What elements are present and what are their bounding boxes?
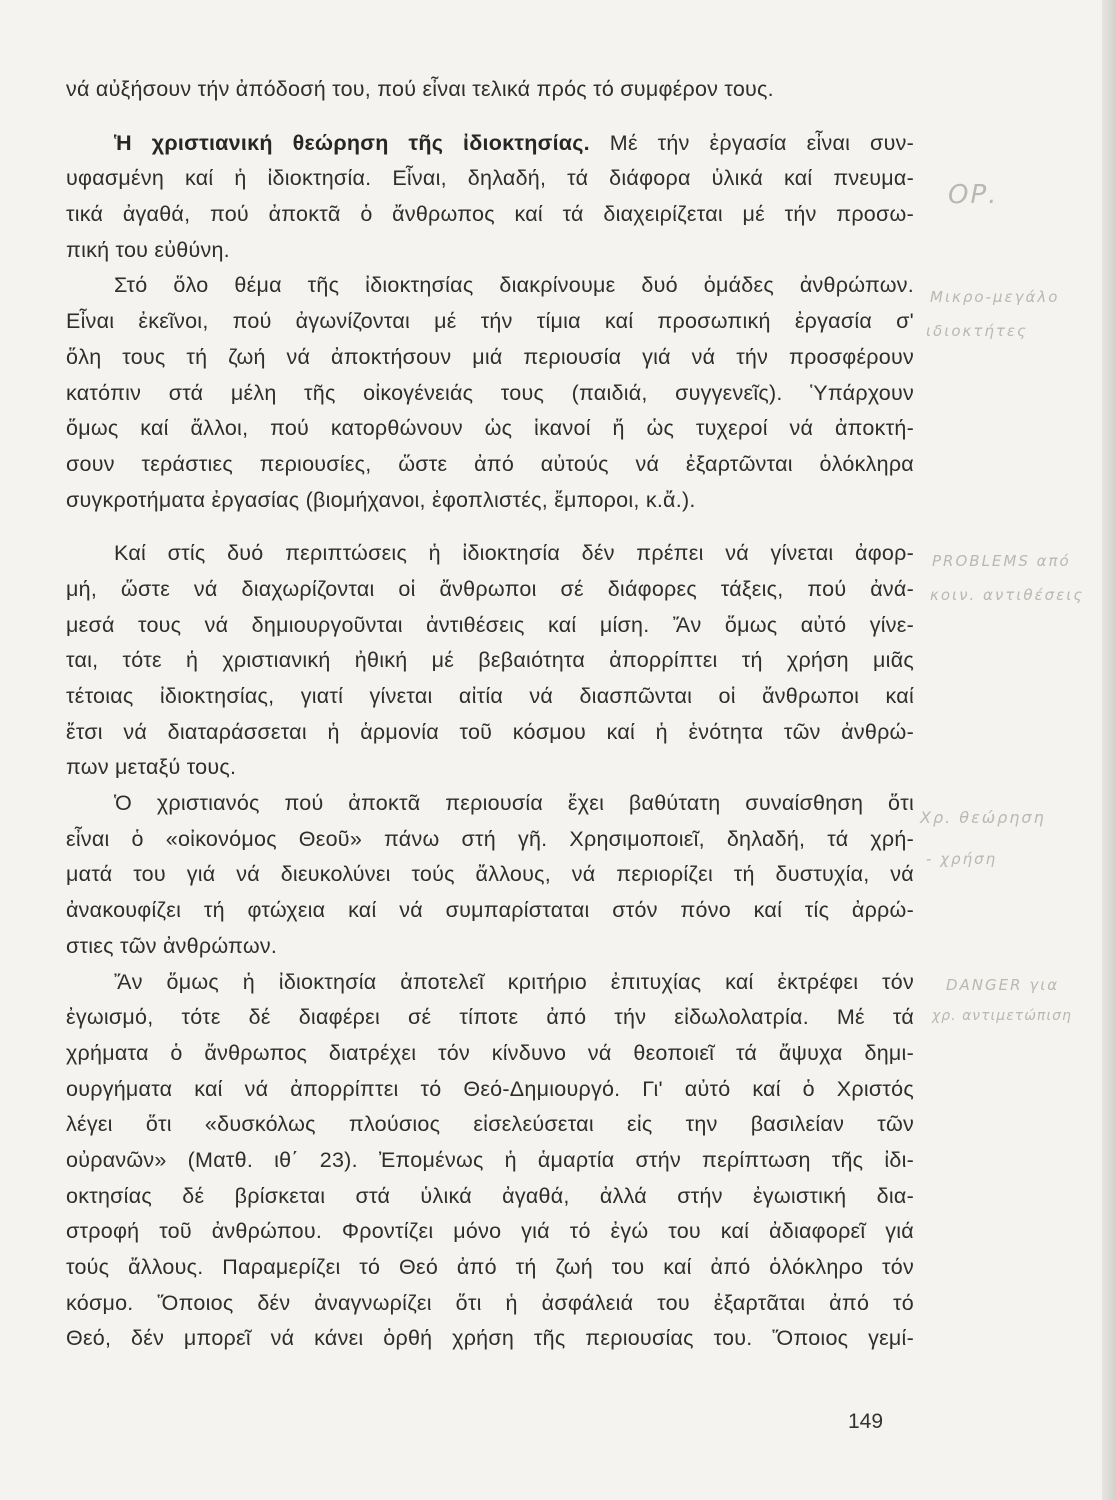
- text-line: οκτησίας δέ βρίσκεται στά ὑλικά ἀγαθά, ἀλλά στήν ἐγωιστική δια-: [66, 1183, 914, 1208]
- text-line: πων μεταξύ τους.: [66, 755, 237, 780]
- text-line: τέτοιας ἰδιοκτησίας, γιατί γίνεται αἰτία νά διασπῶνται οἱ ἄνθρωποι καί: [66, 684, 914, 708]
- margin-note: χρ. αντιμετώπιση: [932, 1008, 1072, 1024]
- text-line: Θεό, δέν μπορεῖ νά κάνει ὀρθή χρήση τῆς περιουσίας του. Ὅποιος γεμί-: [66, 1326, 914, 1351]
- text-line: οὐρανῶν» (Ματθ. ιθ΄ 23). Ἐπομένως ἡ ἁμαρτία στήν περίπτωση τῆς ἰδι-: [66, 1147, 914, 1172]
- page-number: 149: [848, 1410, 884, 1433]
- margin-note: PROBLEMS από: [932, 552, 1071, 570]
- text-line: λέγει ὅτι «δυσκόλως πλούσιος εἰσελεύσεται εἰς την βασιλείαν τῶν: [66, 1112, 914, 1137]
- text-line: ται, τότε ἡ χριστιανική ἠθική μέ βεβαιότητα ἀπορρίπτει τή χρήση μιᾶς: [66, 648, 914, 673]
- text-line: Εἶναι ἐκεῖνοι, πού ἀγωνίζονται μέ τήν τίμια καί προσωπική ἐργασία σ': [66, 309, 914, 334]
- text-line: πική του εὐθύνη.: [66, 237, 230, 262]
- text-line: υφασμένη καί ἡ ἰδιοκτησία. Εἶναι, δηλαδή, τά διάφορα ὑλικά καί πνευμα-: [66, 166, 914, 191]
- text-line: νά αὐξήσουν τήν ἀπόδοσή του, πού εἶναι τελικά πρός τό συμφέρον τους.: [66, 77, 774, 101]
- section-title: Ἡ χριστιανική θεώρηση τῆς ἰδιοκτησίας.: [114, 130, 590, 155]
- text-line: μεσά τους νά δημιουργοῦνται ἀντιθέσεις καί μίση. Ἄν ὅμως αὐτό γίνε-: [66, 612, 914, 637]
- margin-note: ιδιοκτήτες: [926, 322, 1028, 340]
- text-line: ουργήματα καί νά ἀπορρίπτει τό Θεό-Δημιουργό. Γι' αὐτό καί ὁ Χριστός: [66, 1076, 914, 1101]
- text-line: εἶναι ὁ «οἰκονόμος Θεοῦ» πάνω στή γῆ. Χρησιμοποιεῖ, δηλαδή, τά χρή-: [66, 826, 914, 851]
- section-heading-line: [66, 126, 914, 162]
- text-line: ὅμως καί ἄλλοι, πού κατορθώνουν ὡς ἱκανοί ἤ ὡς τυχεροί νά ἀποκτή-: [66, 416, 914, 441]
- text-line: ἐγωισμό, τότε δέ διαφέρει σέ τίποτε ἀπό τήν εἰδωλολατρία. Μέ τά: [66, 1005, 914, 1030]
- margin-note: Χρ. θεώρηση: [920, 808, 1046, 827]
- text-line: ἀνακουφίζει τή φτώχεια καί νά συμπαρίσταται στόν πόνο καί τίς ἀρρώ-: [66, 898, 914, 923]
- text-line: τούς ἄλλους. Παραμερίζει τό Θεό ἀπό τή ζωή του καί ἀπό ὁλόκληρο τόν: [66, 1255, 914, 1279]
- text-line: στροφή τοῦ ἀνθρώπου. Φροντίζει μόνο γιά τό ἐγώ του καί ἀδιαφορεῖ γιά: [66, 1219, 914, 1244]
- margin-note: κοιν. αντιθέσεις: [930, 586, 1085, 604]
- text-line: ἔτσι νά διαταράσσεται ἡ ἁρμονία τοῦ κόσμου καί ἡ ἑνότητα τῶν ἀνθρώ-: [66, 719, 914, 744]
- text-line: Ἄν ὅμως ἡ ἰδιοκτησία ἀποτελεῖ κριτήριο ἐπιτυχίας καί ἐκτρέφει τόν: [114, 969, 914, 994]
- text-line: συγκροτήματα ἐργασίας (βιομήχανοι, ἐφοπλιστές, ἔμποροι, κ.ἄ.).: [66, 487, 696, 512]
- text-line: στιες τῶν ἀνθρώπων.: [66, 933, 278, 958]
- page-edge: [1102, 0, 1116, 1500]
- text-span: Μέ τήν ἐργασία εἶναι συν-: [589, 130, 914, 155]
- margin-note: Μικρο-μεγάλο: [930, 288, 1060, 306]
- text-line: σουν τεράστιες περιουσίες, ὥστε ἀπό αὐτούς νά ἐξαρτῶνται ὁλόκληρα: [66, 451, 914, 476]
- text-line: Ὁ χριστιανός πού ἀποκτᾶ περιουσία ἔχει βαθύτατη συναίσθηση ὅτι: [114, 791, 914, 816]
- text-line: Καί στίς δυό περιπτώσεις ἡ ἰδιοκτησία δέν πρέπει νά γίνεται ἀφορ-: [114, 541, 914, 566]
- body-text: [66, 72, 914, 1357]
- text-line: χρήματα ὁ ἄνθρωπος διατρέχει τόν κίνδυνο νά θεοποιεῖ τά ἄψυχα δημι-: [66, 1040, 914, 1065]
- text-line: ὅλη τους τή ζωή νά ἀποκτήσουν μιά περιουσία γιά νά τήν προσφέρουν: [66, 344, 914, 369]
- text-line: κατόπιν στά μέλη τῆς οἰκογένειάς τους (παιδιά, συγγενεῖς). Ὑπάρχουν: [66, 380, 914, 405]
- text-line: Στό ὅλο θέμα τῆς ἰδιοκτησίας διακρίνουμε δυό ὁμάδες ἀνθρώπων.: [114, 273, 914, 298]
- margin-note: ΟΡ.: [948, 180, 999, 210]
- text-line: μή, ὥστε νά διαχωρίζονται οἱ ἄνθρωποι σέ διάφορες τάξεις, πού ἀνά-: [66, 576, 914, 601]
- margin-note: DANGER για: [946, 976, 1060, 994]
- margin-note: - χρήση: [926, 850, 998, 868]
- text-line: τικά ἀγαθά, πού ἀποκτᾶ ὁ ἄνθρωπος καί τά διαχειρίζεται μέ τήν προσω-: [66, 202, 914, 227]
- text-line: κόσμο. Ὅποιος δέν ἀναγνωρίζει ὅτι ἡ ἀσφάλειά του ἐξαρτᾶται ἀπό τό: [66, 1290, 914, 1315]
- text-line: ματά του γιά νά διευκολύνει τούς ἄλλους, νά περιορίζει τή δυστυχία, νά: [66, 862, 914, 887]
